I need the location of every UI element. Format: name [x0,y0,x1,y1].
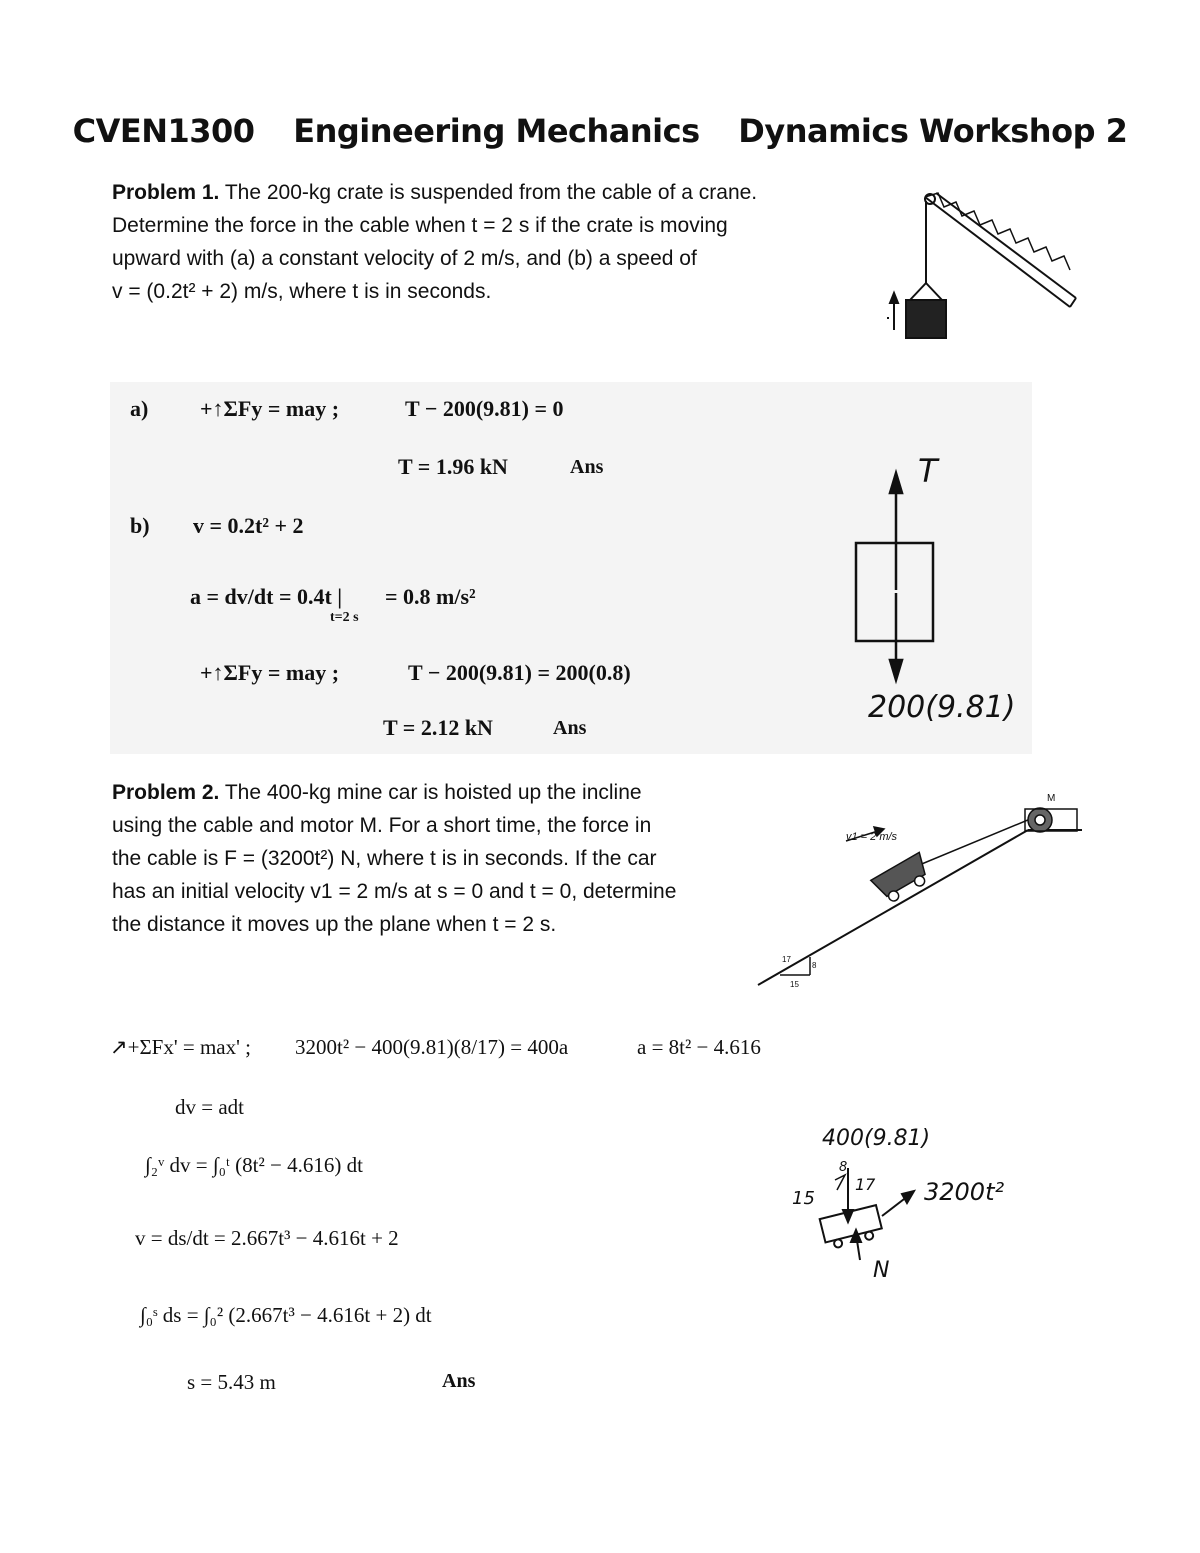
sol2-eq2: 3200t² − 400(9.81)(8/17) = 400a [295,1035,569,1059]
sol2-eq1: ↗+ΣFx' = max' ; [110,1035,251,1059]
part-a-label: a) [130,396,149,421]
sol1-a-ans: Ans [570,456,604,478]
sol2-eq3: a = 8t² − 4.616 [637,1035,761,1059]
crane-figure [880,185,1080,350]
sol1-a-eq2: T − 200(9.81) = 0 [405,396,564,421]
crate-free-body-diagram [840,455,960,705]
fbd2-force-label: 3200t² [924,1178,1005,1206]
sol2-eq6: v = ds/dt = 2.667t³ − 4.616t + 2 [135,1226,399,1250]
fbd2-17-label: 17 [855,1175,876,1194]
slope-rise-label: 8 [812,961,817,970]
sol1-b-result: T = 2.12 kN [383,715,493,740]
mine-car-free-body-diagram [790,1160,1050,1290]
problem-2-statement [112,776,737,941]
problem-2-line: has an initial velocity v1 = 2 m/s at s = 0 and t = 0, determine [112,880,677,903]
problem-2-line: the distance it moves up the plane when t = 2 s. [112,913,557,936]
workshop-name: Dynamics Workshop 2 [738,112,1128,150]
sol2-eq7: ∫₀ˢ ds = ∫₀² (2.667t³ − 4.616t + 2) dt [140,1303,432,1327]
problem-2-label: Problem 2. [112,781,220,804]
course-code: CVEN1300 [72,112,255,150]
problem-1-label: Problem 1. [112,181,220,204]
sol1-a-result: T = 1.96 kN [398,454,508,479]
sol1-b-eval-limit: t=2 s [330,610,359,625]
sol1-b-eq1: v = 0.2t² + 2 [193,513,304,538]
problem-2-line: using the cable and motor M. For a short time, the force in [112,814,652,837]
sol1-b-eq2: a = dv/dt = 0.4t | [190,584,343,609]
motor-label: M [1047,793,1056,804]
fbd2-weight-label: 400(9.81) [822,1126,931,1151]
page-title [0,112,1200,150]
course-subject: Engineering Mechanics [293,112,700,150]
problem-2-line: The 400-kg mine car is hoisted up the incline [224,781,642,804]
crate-box [856,543,933,641]
problem-1-line: Determine the force in the cable when t = 2 s if the crate is moving [112,214,728,237]
sol2-eq4: dv = adt [175,1095,244,1119]
sol1-b-eq3: +↑ΣFy = may ; [200,660,340,685]
slope-hyp-label: 17 [782,955,791,964]
sol2-result: s = 5.43 m [187,1370,276,1394]
problem-1-line: v = (0.2t² + 2) m/s, where t is in seconds. [112,280,492,303]
sol1-b-eq4: T − 200(9.81) = 200(0.8) [408,660,631,685]
problem-2-line: the cable is F = (3200t²) N, where t is in seconds. If the car [112,847,657,870]
part-b-label: b) [130,513,150,538]
incline-velocity-label: v1 = 2 m/s [846,831,898,843]
problem-1-line: upward with (a) a constant velocity of 2 m/s, and (b) a speed of [112,247,697,270]
slope-run-label: 15 [790,980,799,989]
fbd2-normal-label: N [873,1258,890,1283]
sol2-ans: Ans [442,1370,476,1392]
incline-figure [750,785,1090,995]
problem-1-statement [112,176,847,308]
sol1-b-ans: Ans [553,717,587,739]
fbd1-weight-label: 200(9.81) [868,690,1016,725]
sol1-a-eq1: +↑ΣFy = may ; [200,396,340,421]
fbd2-15-label: 15 [792,1188,815,1209]
fbd2-8-label: 8 [839,1160,848,1175]
sol1-b-eq2-result: = 0.8 m/s² [385,584,476,609]
fbd1-tension-label: T [918,452,938,490]
sol2-eq5: ∫₂ᵛ dv = ∫₀ᵗ (8t² − 4.616) dt [145,1153,363,1177]
problem-1-line: The 200-kg crate is suspended from the cable of a crane. [224,181,758,204]
